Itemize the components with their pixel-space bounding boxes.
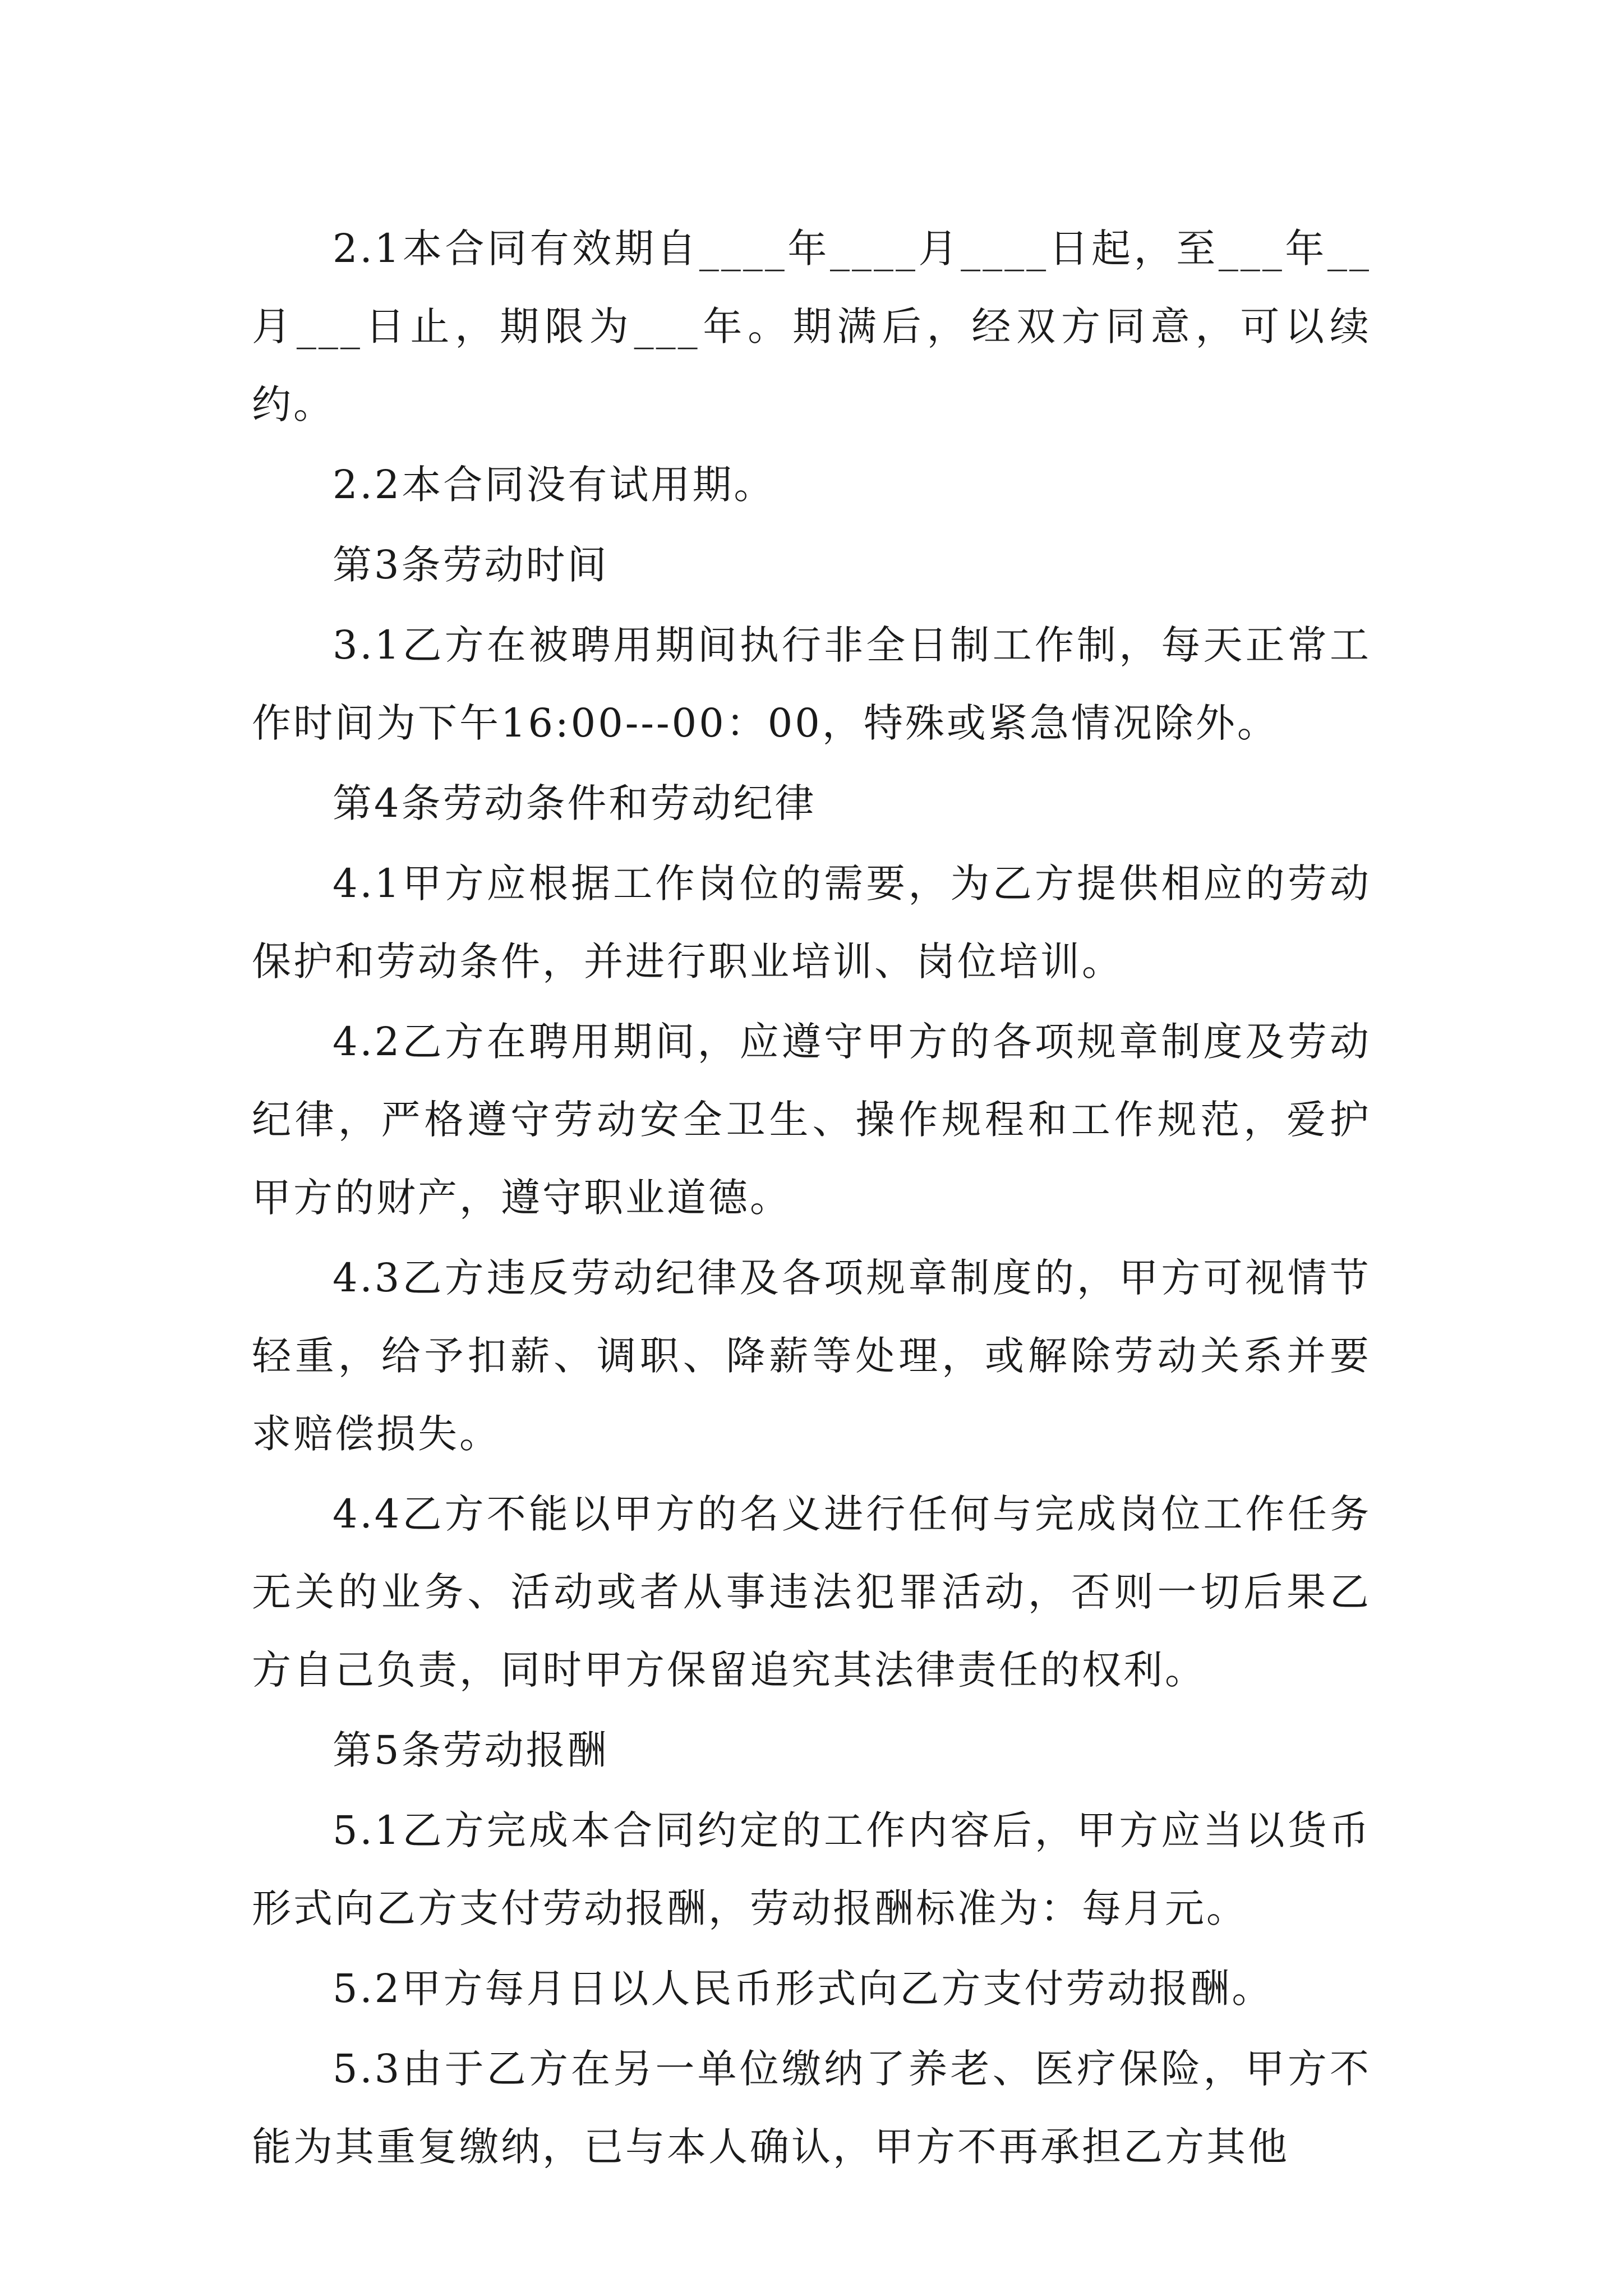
article-4-heading: 第4条劳动条件和劳动纪律 <box>333 780 817 826</box>
clause-4-4: 4.4乙方不能以甲方的名义进行任何与完成岗位工作任务无关的业务、活动或者从事违法犯罪活动，否则一切后果乙方自己负责，同时甲方保留追究其法律责任的权利。 <box>252 1491 1371 1693</box>
clause-4-1: 4.1甲方应根据工作岗位的需要，为乙方提供相应的劳动保护和劳动条件，并进行职业培训、岗位培训。 <box>252 861 1371 984</box>
clause-3-1: 3.1乙方在被聘用期间执行非全日制工作制，每天正常工作时间为下午16:00---00：00，特殊或紧急情况除外。 <box>252 622 1371 746</box>
article-3-heading: 第3条劳动时间 <box>333 542 609 588</box>
clause-4-2: 4.2乙方在聘用期间，应遵守甲方的各项规章制度及劳动纪律，严格遵守劳动安全卫生、操作规程和工作规范，爱护甲方的财产，遵守职业道德。 <box>252 1019 1371 1221</box>
article-5-heading: 第5条劳动报酬 <box>333 1727 609 1773</box>
clause-2-2: 2.2本合同没有试用期。 <box>333 462 776 508</box>
clause-5-3: 5.3由于乙方在另一单位缴纳了养老、医疗保险，甲方不能为其重复缴纳，已与本人确认，甲方不再承担乙方其他 <box>252 2046 1371 2170</box>
contract-body <box>252 210 1371 2188</box>
clause-5-1: 5.1乙方完成本合同约定的工作内容后，甲方应当以货币形式向乙方支付劳动报酬，劳动报酬标准为：每月元。 <box>252 1807 1371 1931</box>
clause-4-3: 4.3乙方违反劳动纪律及各项规章制度的，甲方可视情节轻重，给予扣薪、调职、降薪等处理，或解除劳动关系并要求赔偿损失。 <box>252 1255 1371 1457</box>
clause-5-2: 5.2甲方每月日以人民币形式向乙方支付劳动报酬。 <box>333 1966 1274 2012</box>
clause-2-1: 2.1本合同有效期自____年____月____日起，至___年__月___日止，期限为___年。期满后，经双方同意，可以续约。 <box>252 226 1371 427</box>
